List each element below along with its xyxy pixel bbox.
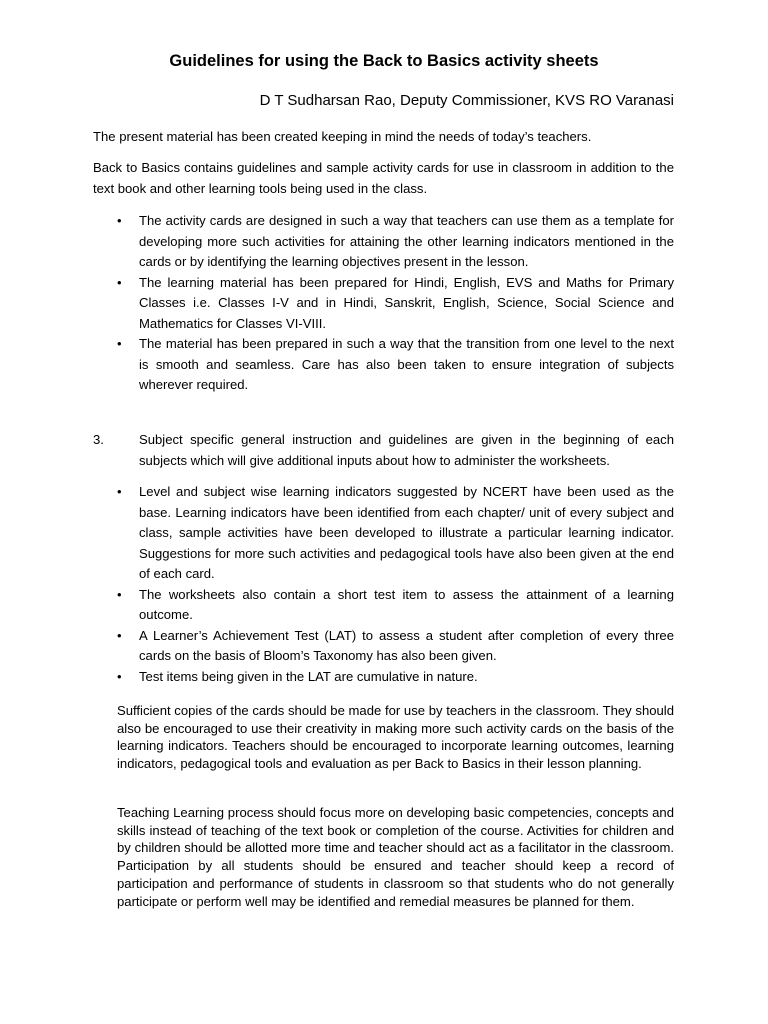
bullet-icon: • <box>117 484 122 499</box>
list-item <box>117 626 674 667</box>
page-title: Guidelines for using the Back to Basics activity sheets <box>169 52 599 70</box>
body-paragraph-2: Teaching Learning process should focus more on developing basic competencies, concepts and skills instead of teaching of the text book or completion of the course. Activities for children and by children should be allotted more time and teacher should act as a facilitator in the classroom. Participation by all students should be ensured and teacher should keep a record of participation and performance of students in classroom so that students who do not generally participate or perform well may be identified and remedial measures be planned for them. <box>117 805 674 909</box>
bullet-icon: • <box>117 586 122 602</box>
list-item-text: The activity cards are designed in such a way that teachers can use them as a template for developing more such activities for attaining the other learning indicators mentioned in the cards or by identifying the learning objectives present in the lesson. <box>139 213 674 269</box>
list-item <box>117 585 674 626</box>
list-item <box>117 667 674 688</box>
intro-paragraph-2: Back to Basics contains guidelines and sample activity cards for use in classroom in addition to the text book and other learning tools being used in the class. <box>93 160 674 196</box>
bullet-icon: • <box>117 213 122 228</box>
list-item-text: Test items being given in the LAT are cumulative in nature. <box>139 668 478 684</box>
list-item-text: A Learner’s Achievement Test (LAT) to assess a student after completion of every three cards on the basis of Bloom’s Taxonomy has also been given. <box>139 627 674 663</box>
list-item-text: The worksheets also contain a short test item to assess the attainment of a learning outcome. <box>139 586 674 622</box>
bullet-list-1 <box>117 211 674 396</box>
bullet-list-2 <box>117 482 674 687</box>
list-item <box>117 482 674 585</box>
list-item <box>117 334 674 396</box>
author-line: D T Sudharsan Rao, Deputy Commissioner, KVS RO Varanasi <box>259 92 674 109</box>
bullet-icon: • <box>117 336 122 351</box>
list-item-text: Level and subject wise learning indicators suggested by NCERT have been used as the base. Learning indicators have been identified from each chapter/ unit of every subject and class, sample activities have been developed to illustrate a particular learning indicator. Suggestions for more such activities and pedagogical tools have also been given at the end of each card. <box>139 484 674 581</box>
numbered-item <box>93 429 674 471</box>
bullet-icon: • <box>117 668 122 684</box>
numbered-item-text: Subject specific general instruction and guidelines are given in the beginning of each subjects which will give additional inputs about how to administer the worksheets. <box>139 432 674 468</box>
list-item <box>117 211 674 273</box>
intro-paragraph-1: The present material has been created keeping in mind the needs of today’s teachers. <box>93 129 592 144</box>
bullet-icon: • <box>117 274 122 290</box>
list-item <box>117 273 674 335</box>
list-item-text: The learning material has been prepared for Hindi, English, EVS and Maths for Primary Classes i.e. Classes I-V and in Hindi, Sanskrit, English, Science, Social Science and Mathematics for Classes VI-VIII. <box>139 274 674 331</box>
bullet-icon: • <box>117 627 122 643</box>
item-number: 3. <box>93 432 104 447</box>
list-item-text: The material has been prepared in such a way that the transition from one level to the next is smooth and seamless. Care has also been taken to ensure integration of subjects wherever required. <box>139 336 674 392</box>
body-paragraph-1: Sufficient copies of the cards should be made for use by teachers in the classroom. They should also be encouraged to use their creativity in making more such activity cards on the basis of the learning indicators. Teachers should be encouraged to incorporate learning outcomes, learning indicators, pedagogical tools and evaluation as per Back to Basics in their lesson planning. <box>117 703 674 772</box>
